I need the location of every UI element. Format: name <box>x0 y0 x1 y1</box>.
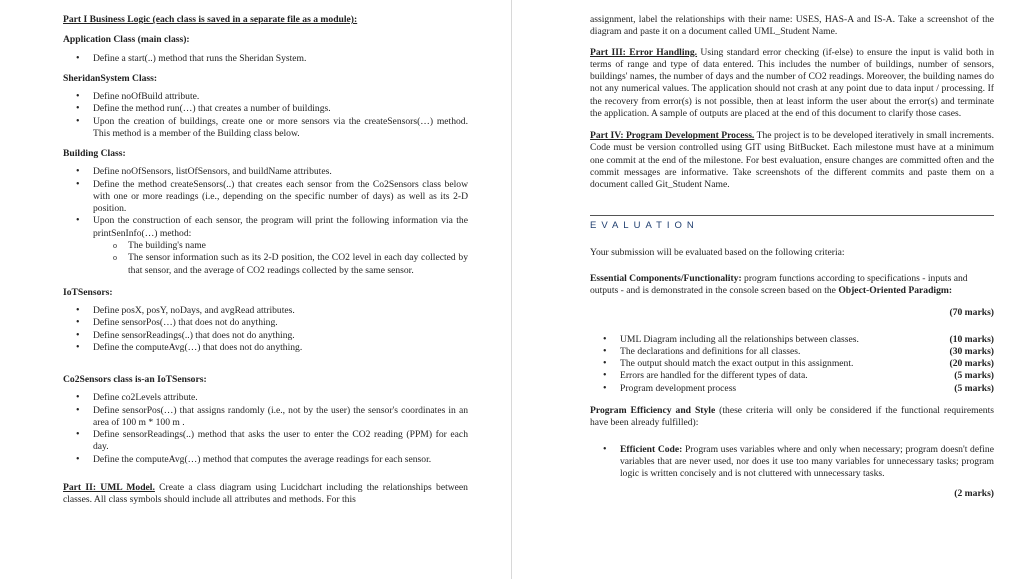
list-item: • Define co2Levels attribute. <box>63 392 468 404</box>
sub-list-item: o The building's name <box>113 240 468 252</box>
part2-continuation: assignment, label the relationships with their name: USES, HAS-A and IS-A. Take a screenshot of the diagram and paste it on a document called UML_Student Name. <box>590 14 994 38</box>
part4-title: Part IV: Program Development Process. <box>590 130 755 142</box>
efficient-code-item: • Efficient Code: Program uses variables where and only when necessary; program doesn't define variables that are never used, nor does it use too many variables for unnecessary tasks; program logic is written concisely and is not cluttered with unnecessary tasks. <box>590 444 994 481</box>
part3-title: Part III: Error Handling. <box>590 46 698 58</box>
list-item: • Upon the creation of buildings, create one or more sensors via the createSensors(…) method. This method is a member of the Building class below. <box>63 116 468 141</box>
efficiency-paragraph <box>590 405 994 430</box>
criteria-item: • Errors are handled for the different types of data. (5 marks) <box>590 370 994 382</box>
building-class-list <box>63 166 468 240</box>
list-item: • Define noOfBuild attribute. <box>63 91 468 103</box>
list-item: • Define the computeAvg(…) that does not do anything. <box>63 342 468 354</box>
efficiency-text: (these criteria will only be considered if the functional requirements have been already fulfilled): <box>590 405 994 429</box>
app-class-heading: Application Class (main class): <box>63 34 190 46</box>
evaluation-section <box>590 215 994 500</box>
essential-title: Essential Components/Functionality: <box>590 272 742 284</box>
app-class-list <box>63 53 468 65</box>
list-item: • Define sensorReadings(..) method that asks the user to enter the CO2 reading (PPM) for each day. <box>63 429 468 454</box>
list-item: • Define sensorReadings(..) that does not do anything. <box>63 330 468 342</box>
right-page <box>512 0 1024 579</box>
criteria-item: • The declarations and definitions for all classes. (30 marks) <box>590 346 994 358</box>
evaluation-heading: EVALUATION <box>590 220 699 232</box>
essential-marks: (70 marks) <box>949 307 994 319</box>
iot-class-heading: IoTSensors: <box>63 286 113 298</box>
building-sub-list <box>113 240 468 277</box>
building-class-heading: Building Class: <box>63 148 126 160</box>
evaluation-intro: Your submission will be evaluated based on the following criteria: <box>590 246 845 258</box>
part3-text: Using standard error checking (if-else) to ensure the input is valid both in terms of range and type of data entered. This includes the number of buildings, number of sensors, buildings' names, the number of days and the number of CO2 readings. Moreover, the building names do not any numerical values. The application should not crash at any point due to data input / processing. If the recovery from error(s) is not possible, then at least inform the user about the error(s) and terminate the application. A sample of outputs are placed at the end of this document to clarify those cases. <box>590 46 994 119</box>
efficiency-title: Program Efficiency and Style <box>590 405 716 416</box>
efficient-code-list <box>590 444 994 481</box>
list-item: • Define the method createSensors(..) that creates each sensor from the Co2Sensors class below with one or more readings (i.e., depending on the specific number of days) as well as its 2-D position. <box>63 179 468 216</box>
list-item: • Define the computeAvg(…) method that computes the average readings for each sensor. <box>63 454 468 466</box>
list-item: • Define sensorPos(…) that assigns randomly (i.e., not by the user) the sensor's coordinates in an area of 100 m * 100 m . <box>63 405 468 430</box>
list-item: • Define the method run(…) that creates a number of buildings. <box>63 103 468 115</box>
criteria-list <box>590 334 994 395</box>
list-item: • Define a start(..) method that runs the Sheridan System. <box>63 53 468 65</box>
list-item: • Define noOfSensors, listOfSensors, and buildName attributes. <box>63 166 468 178</box>
part1-title: Part I Business Logic (each class is saved in a separate file as a module): <box>63 14 358 25</box>
co2-class-heading: Co2Sensors class is-an IoTSensors: <box>63 374 207 386</box>
part2-paragraph <box>63 482 468 507</box>
criteria-item: • The output should match the exact output in this assignment. (20 marks) <box>590 358 994 370</box>
part4-text: The project is to be developed iteratively in small increments. Code must be version controlled using GIT using BitBucket. Each milestone must have at a minimum one commit at the end of the milestone. For best evaluation, ensure changes are committed often and the commit messages are informative. Take screenshots of the different commits and paste them on a document called Git_Student Name. <box>590 130 994 191</box>
criteria-item: • Program development process (5 marks) <box>590 383 994 395</box>
list-item: • Define sensorPos(…) that does not do anything. <box>63 317 468 329</box>
sheridan-class-heading: SheridanSystem Class: <box>63 72 158 84</box>
part4-paragraph <box>590 130 994 191</box>
part2-title: Part II: UML Model. <box>63 481 155 493</box>
sub-list-item: o The sensor information such as its 2-D position, the CO2 level in each day collected by that sensor, and the average of CO2 readings collected by the same sensor. <box>113 252 468 277</box>
iot-class-list <box>63 305 468 354</box>
essential-bold-tail: Object-Oriented Paradigm: <box>838 285 953 297</box>
co2-class-list <box>63 392 468 466</box>
list-item: • Upon the construction of each sensor, the program will print the following information via the printSenInfo(…) method: <box>63 215 468 240</box>
part3-paragraph <box>590 47 994 121</box>
part2-text: Create a class diagram using Lucidchart including the relationships between classes. All class symbols should include all attributes and methods. For this <box>63 481 468 506</box>
list-item: • Define posX, posY, noDays, and avgRead attributes. <box>63 305 468 317</box>
sheridan-class-list <box>63 91 468 140</box>
criteria-item: • UML Diagram including all the relationships between classes. (10 marks) <box>590 334 994 346</box>
essential-paragraph <box>590 273 994 298</box>
essential-text: program functions according to specifications - inputs and outputs - and is demonstrated in the console screen based on the <box>590 272 968 297</box>
efficient-marks: (2 marks) <box>954 488 994 500</box>
